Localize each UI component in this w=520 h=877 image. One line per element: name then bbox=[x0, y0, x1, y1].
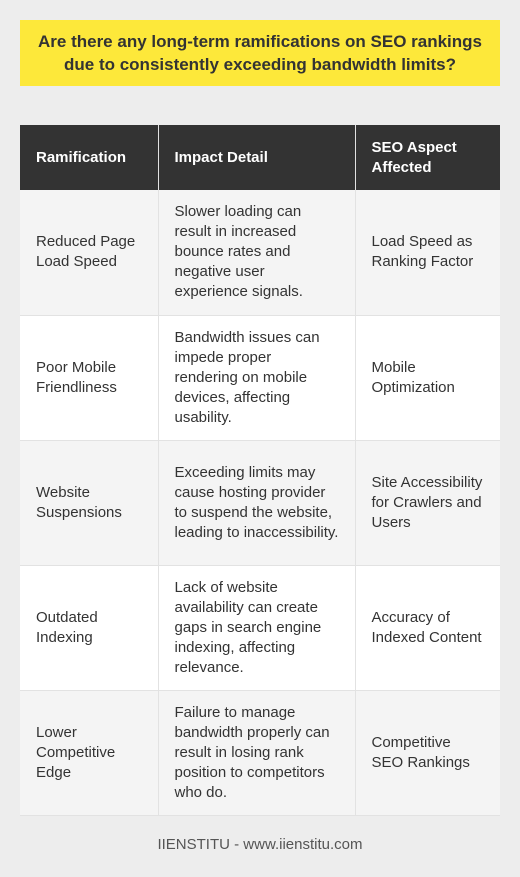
table-row bbox=[20, 315, 500, 440]
table-row bbox=[20, 440, 500, 565]
cell-impact-detail: Slower loading can result in increased bounce rates and negative user experience signals. bbox=[158, 190, 355, 315]
cell-impact-detail: Exceeding limits may cause hosting provider to suspend the website, leading to inaccessibility. bbox=[158, 440, 355, 565]
cell-impact-detail: Bandwidth issues can impede proper rendering on mobile devices, affecting usability. bbox=[158, 315, 355, 440]
ramifications-table bbox=[20, 125, 500, 816]
cell-ramification: Reduced Page Load Speed bbox=[20, 190, 158, 315]
cell-seo-aspect: Mobile Optimization bbox=[355, 315, 500, 440]
cell-seo-aspect: Accuracy of Indexed Content bbox=[355, 565, 500, 690]
page-title: Are there any long-term ramifications on SEO rankings due to consistently exceeding bandwidth limits? bbox=[38, 32, 482, 74]
cell-seo-aspect: Load Speed as Ranking Factor bbox=[355, 190, 500, 315]
cell-seo-aspect: Site Accessibility for Crawlers and Users bbox=[355, 440, 500, 565]
cell-impact-detail: Lack of website availability can create gaps in search engine indexing, affecting relevance. bbox=[158, 565, 355, 690]
cell-seo-aspect: Competitive SEO Rankings bbox=[355, 690, 500, 815]
cell-impact-detail: Failure to manage bandwidth properly can result in losing rank position to competitors who do. bbox=[158, 690, 355, 815]
header-seo-aspect: SEO Aspect Affected bbox=[355, 125, 500, 190]
footer-credit: IIENSTITU - www.iienstitu.com bbox=[157, 836, 363, 853]
cell-ramification: Poor Mobile Friendliness bbox=[20, 315, 158, 440]
cell-ramification: Website Suspensions bbox=[20, 440, 158, 565]
table-row bbox=[20, 190, 500, 315]
table-header-row bbox=[20, 125, 500, 190]
cell-ramification: Outdated Indexing bbox=[20, 565, 158, 690]
header-impact-detail: Impact Detail bbox=[158, 125, 355, 190]
table-row bbox=[20, 690, 500, 815]
header-ramification: Ramification bbox=[20, 125, 158, 190]
title-banner bbox=[20, 20, 500, 86]
table-row bbox=[20, 565, 500, 690]
cell-ramification: Lower Competitive Edge bbox=[20, 690, 158, 815]
